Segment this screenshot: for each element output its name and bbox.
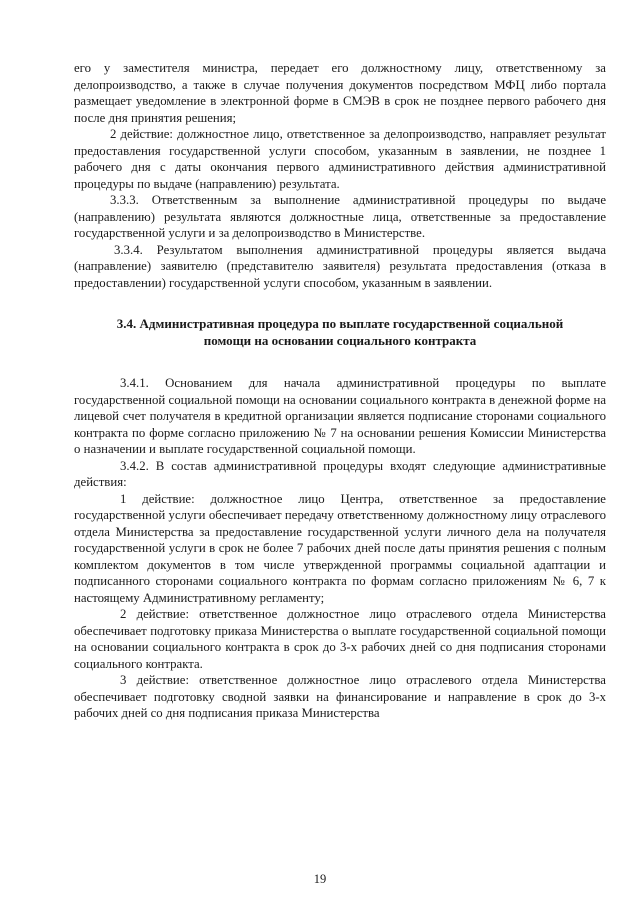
- paragraph-3-4-2: 3.4.2. В состав административной процедуры входят следующие административные действия:: [74, 458, 606, 489]
- section-heading: 3.4. Административная процедура по выплате государственной социальной помощи на основании социального контракта: [116, 316, 564, 348]
- paragraph-action-2: 2 действие: должностное лицо, ответственное за делопроизводство, направляет результат предоставления государственной услуги способом, указанным в заявлении, не позднее 1 рабочего дня с даты окончания первого административного действия административной процедуры по выдаче (направлению) результата.: [74, 127, 606, 191]
- paragraph-action-1: 1 действие: должностное лицо Центра, ответственное за предоставление государственной услуги обеспечивает передачу ответственному должностному лицу отраслевого отдела Министерства за предоставление государственной услуги личного дела на получателя государственной услуги в срок не более 7 рабочих дней после даты принятия решения с полным комплектом документов в том числе утвержденной программы социальной адаптации и подписанного сторонами социального контракта по формам согласно приложениям № 6, 7 к настоящему Административному регламенту;: [74, 491, 606, 605]
- paragraph-3-3-4: 3.3.4. Результатом выполнения административной процедуры является выдача (направление) заявителю (представителю заявителя) результата предоставления (отказа в предоставлении) государственной услуги способом, указанным в заявлении.: [74, 242, 606, 290]
- paragraph-3-3-3: 3.3.3. Ответственным за выполнение административной процедуры по выдаче (направлению) результата являются должностные лица, ответственные за предоставление государственной услуги и за делопроизводство в Министерстве.: [74, 193, 606, 240]
- paragraph-continuation: его у заместителя министра, передает его должностному лицу, ответственному за делопроизводство, а также в случае получения документов посредством МФЦ либо портала размещает уведомление в электронной форме в СМЭВ в срок не позднее первого рабочего дня после дня принятия решения;: [74, 61, 606, 125]
- paragraph-action-2b: 2 действие: ответственное должностное лицо отраслевого отдела Министерства обеспечивает подготовку приказа Министерства о выплате государственной социальной помощи на основании социального контракта в срок до 3-х рабочих дней со дня подписания сторонами социального контракта.: [74, 607, 606, 671]
- paragraph-action-3: 3 действие: ответственное должностное лицо отраслевого отдела Министерства обеспечивает подготовку сводной заявки на финансирование и направление в срок до 3-х рабочих дней со дня подписания приказа Министерства: [74, 673, 606, 720]
- paragraph-3-4-1: 3.4.1. Основанием для начала административной процедуры по выплате государственной социальной помощи на основании социального контракта в денежной форме на лицевой счет получателя в кредитной организации является подписание сторонами социального контракта по форме согласно приложению № 7 на основании решения Комиссии Министерства о назначении и выплате государственной социальной помощи.: [74, 376, 606, 456]
- page-number: 19: [313, 872, 327, 886]
